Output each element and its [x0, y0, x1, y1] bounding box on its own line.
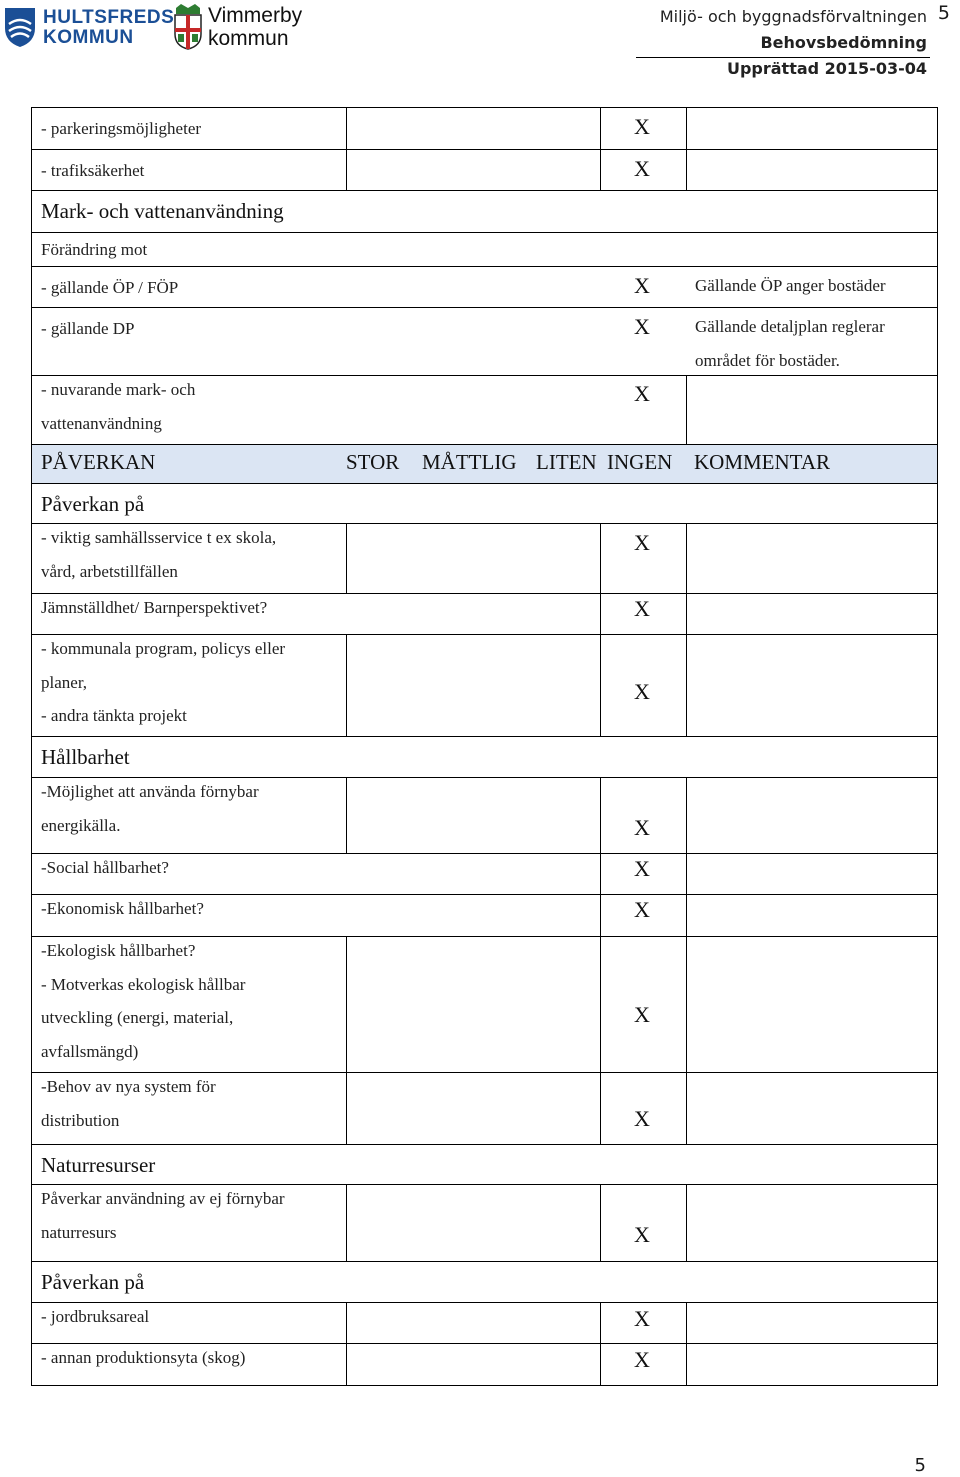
mark-small: X: [634, 596, 650, 621]
mark-small: X: [634, 1002, 650, 1027]
assessment-table: [31, 107, 938, 1386]
vimmerby-logo: [172, 4, 322, 52]
row-label: - jordbruksareal: [41, 1307, 150, 1326]
row-label: -Behov av nya system för distribution: [41, 1077, 216, 1130]
mark-small: X: [634, 679, 650, 704]
section-heading: Mark- och vattenanvändning: [41, 199, 284, 223]
table-row: [32, 1184, 937, 1262]
row-label: -Möjlighet att använda förnybar energikälla.: [41, 782, 259, 835]
table-row: [32, 936, 937, 1073]
row-label: Påverkar användning av ej förnybar naturresurs: [41, 1189, 285, 1242]
mark-small: X: [634, 1347, 650, 1372]
table-row: [32, 894, 937, 937]
section-heading: Naturresurser: [41, 1153, 156, 1177]
table-row: [32, 232, 937, 267]
mark-small: X: [634, 156, 650, 181]
mark-small: X: [634, 314, 650, 339]
vimmerby-crest-icon: [172, 4, 204, 50]
row-label: Jämnställdhet/ Barnperspektivet?: [41, 598, 268, 617]
section-heading: Påverkan på: [41, 1270, 145, 1294]
table-row: [32, 375, 937, 445]
table-row: [32, 1343, 937, 1386]
row-comment: Gällande ÖP anger bostäder: [695, 276, 886, 295]
row-label: - gällande DP: [41, 319, 135, 338]
row-label: - gällande ÖP / FÖP: [41, 278, 179, 297]
row-label: - trafiksäkerhet: [41, 161, 145, 180]
hultsfred-shield-icon: [3, 6, 37, 48]
header-info: [660, 4, 927, 82]
logo1-line2: KOMMUN: [43, 27, 134, 48]
row-label: - kommunala program, policys eller planer, - andra tänkta projekt: [41, 639, 286, 725]
section-row: [32, 190, 937, 233]
mark-small: X: [634, 381, 650, 406]
logo2-line2: kommun: [208, 27, 289, 50]
mark-small: X: [634, 815, 650, 840]
table-row: [32, 777, 937, 854]
document-title: Behovsbedömning: [760, 33, 927, 52]
mark-small: X: [634, 1106, 650, 1131]
section-row: [32, 1261, 937, 1303]
table-row: [32, 108, 937, 149]
table-row: [32, 523, 937, 594]
table-row: [32, 853, 937, 895]
row-label: - parkeringsmöjligheter: [41, 119, 202, 138]
column-header-row: [32, 444, 937, 484]
row-label: - nuvarande mark- och vattenanvändning: [41, 380, 196, 433]
section-row: [32, 1144, 937, 1185]
row-label: - annan produktionsyta (skog): [41, 1348, 246, 1367]
logo1-line1: HULTSFREDS: [43, 7, 175, 28]
header-divider: [636, 57, 930, 58]
hultsfred-logo: [3, 6, 175, 52]
section-heading: Påverkan på: [41, 492, 145, 516]
column-header-comment: KOMMENTAR: [694, 450, 830, 474]
footer-page-number: 5: [914, 1455, 926, 1476]
table-row: [32, 1072, 937, 1145]
row-label: -Ekonomisk hållbarhet?: [41, 899, 204, 918]
logo2-line1: Vimmerby: [208, 4, 303, 27]
table-row: [32, 266, 937, 308]
column-header-impact: PÅVERKAN: [41, 450, 156, 474]
column-header-none: INGEN: [607, 450, 673, 474]
table-row: [32, 593, 937, 635]
department-name: Miljö- och byggnadsförvaltningen: [659, 7, 927, 26]
row-comment: Gällande detaljplan reglerar området för bostäder.: [695, 317, 885, 370]
mark-small: X: [634, 1222, 650, 1247]
table-row: [32, 149, 937, 191]
mark-small: X: [634, 856, 650, 881]
row-label: - viktig samhällsservice t ex skola, vård, arbetstillfällen: [41, 528, 277, 581]
row-label: Förändring mot: [41, 240, 148, 259]
mark-small: X: [634, 1306, 650, 1331]
row-label: -Ekologisk hållbarhet? - Motverkas ekologisk hållbar utveckling (energi, material, avfallsmängd): [41, 941, 246, 1061]
section-row: [32, 736, 937, 778]
table-row: [32, 1302, 937, 1344]
section-row: [32, 483, 937, 524]
document-date: Upprättad 2015-03-04: [726, 59, 927, 78]
mark-small: X: [634, 273, 650, 298]
table-row: [32, 307, 937, 376]
column-header-small: LITEN: [536, 450, 597, 474]
header-page-number: 5: [937, 2, 950, 24]
column-header-moderate: MÅTTLIG: [422, 450, 517, 474]
row-label: -Social hållbarhet?: [41, 858, 169, 877]
page-header: [0, 0, 960, 85]
mark-small: X: [634, 530, 650, 555]
section-heading: Hållbarhet: [41, 745, 130, 769]
table-row: [32, 634, 937, 737]
mark-small: X: [634, 897, 650, 922]
mark-small: X: [634, 114, 650, 139]
column-header-large: STOR: [346, 450, 400, 474]
